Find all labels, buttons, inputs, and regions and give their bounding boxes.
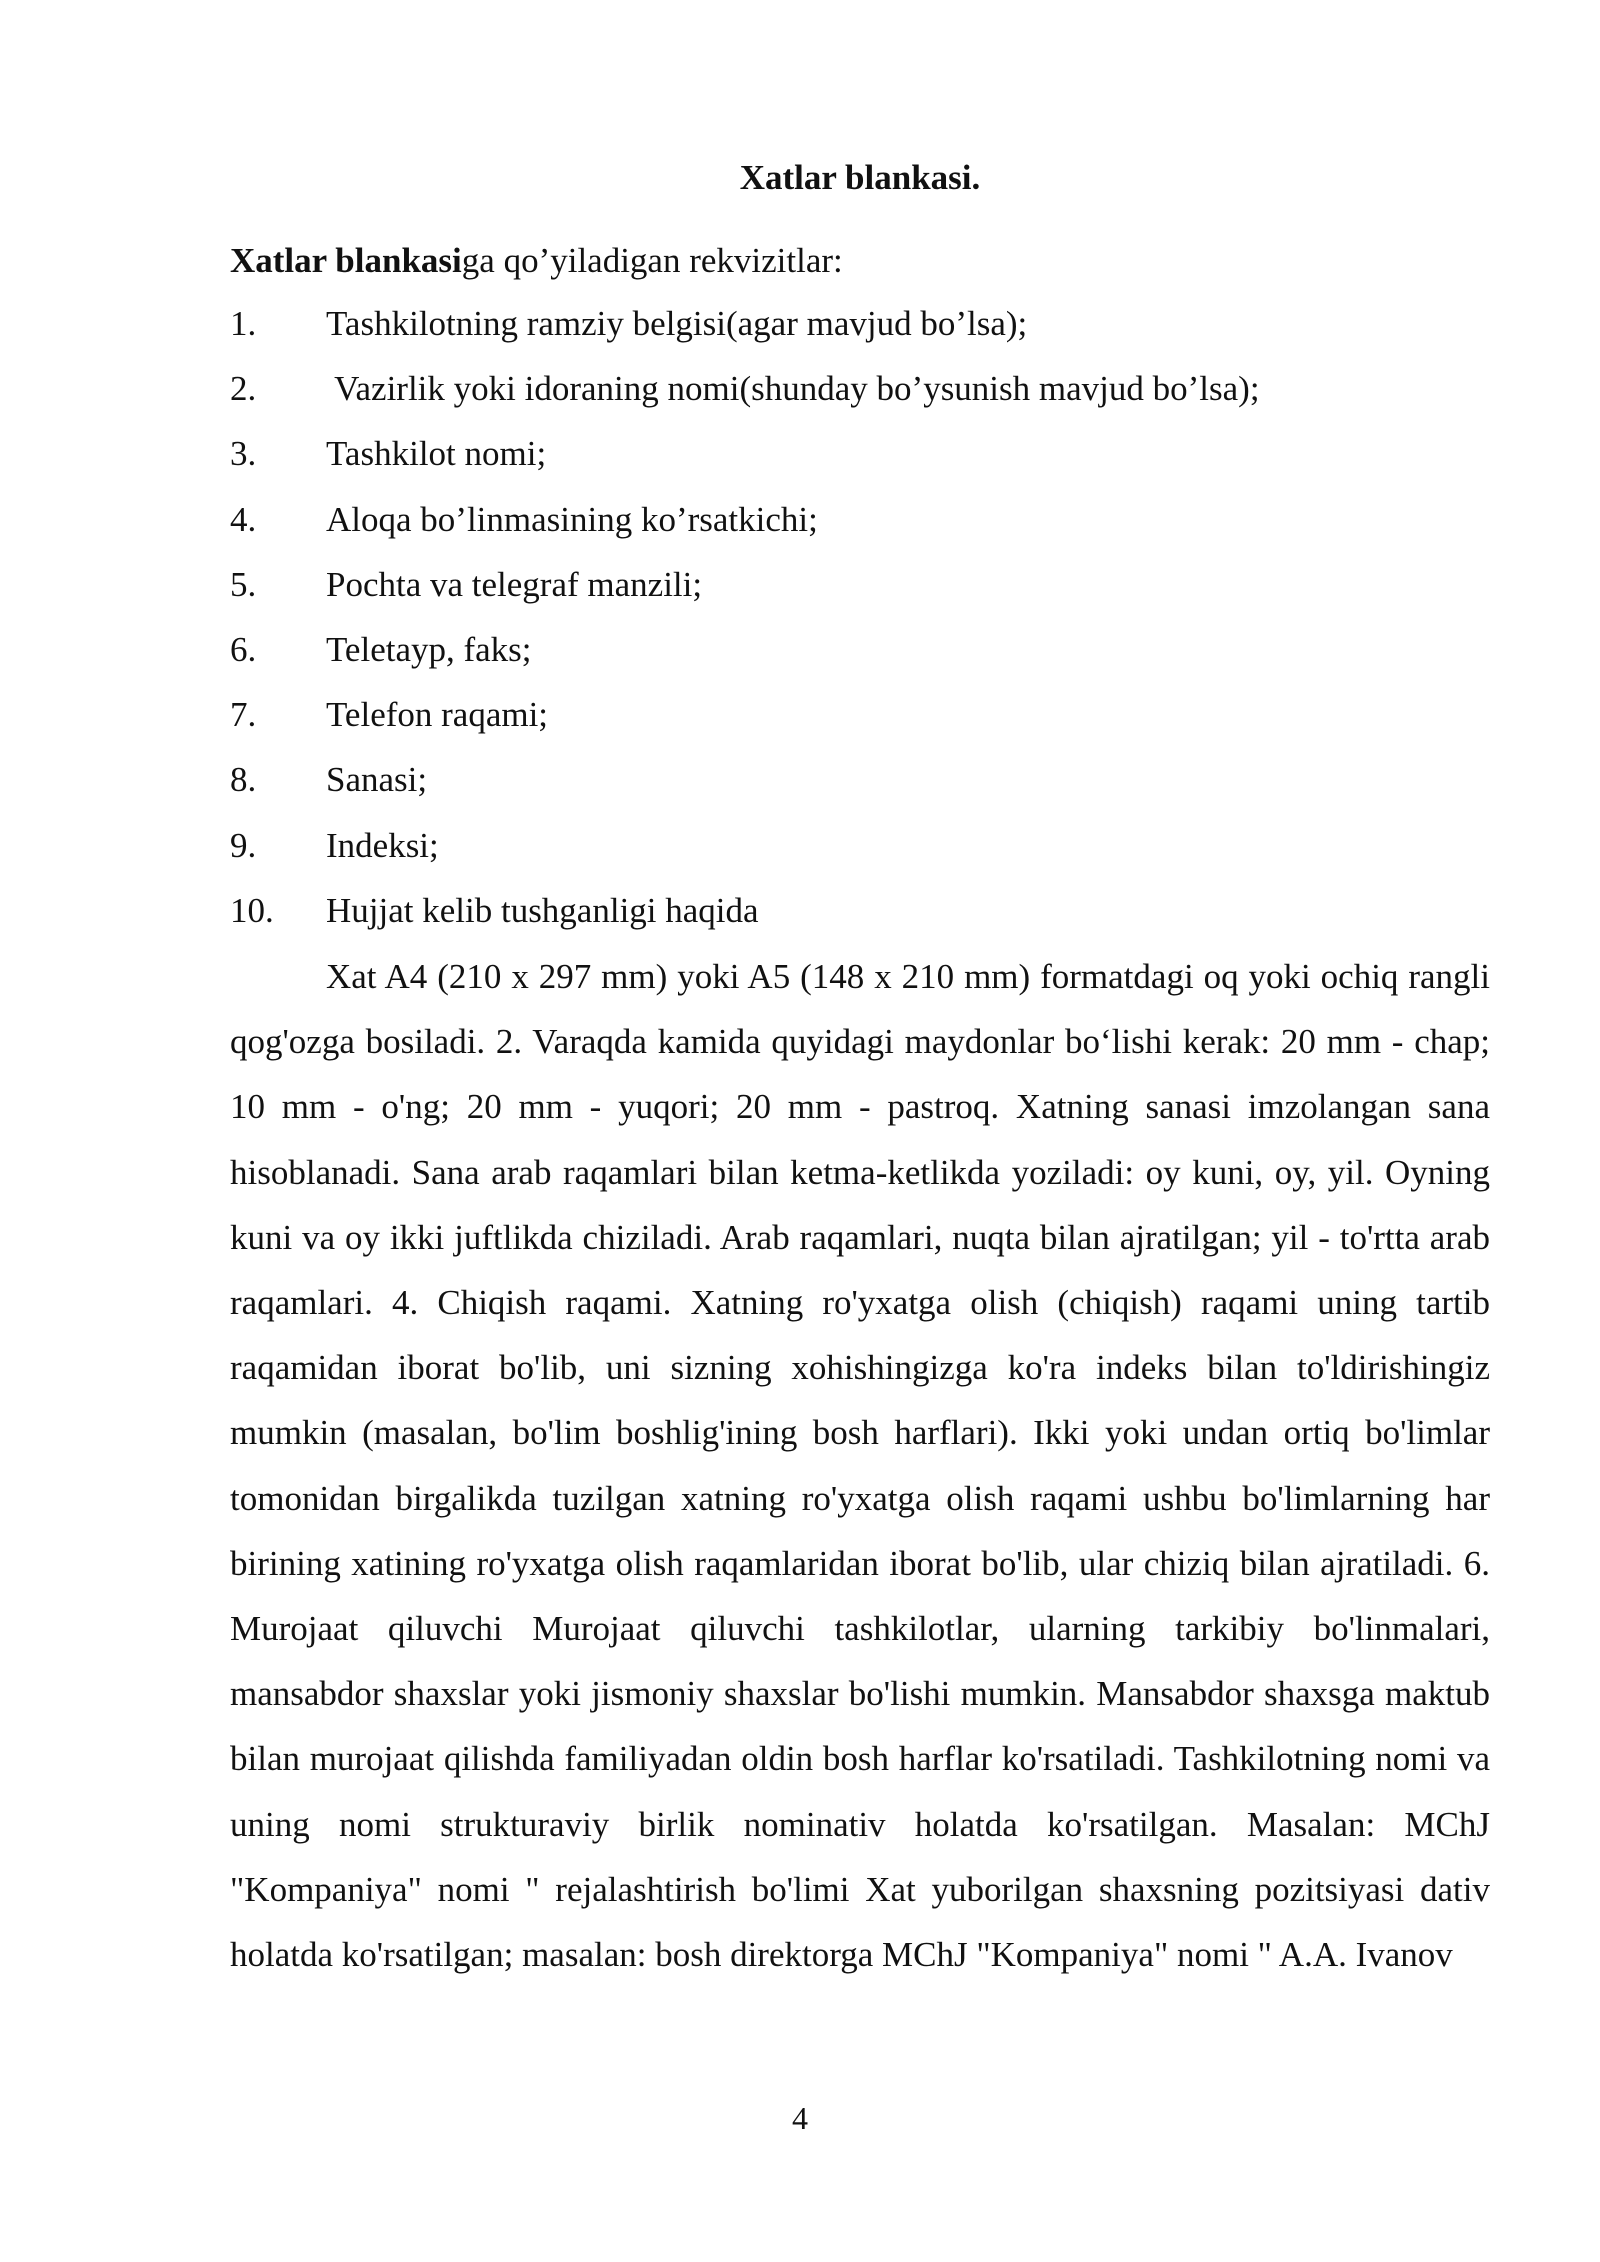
- list-item-number: 2.: [230, 369, 257, 409]
- list-item: [230, 291, 1260, 356]
- requisites-list: [230, 291, 1260, 943]
- intro-rest: ga qo’yiladigan rekvizitlar:: [461, 241, 843, 280]
- list-item: [230, 682, 1260, 747]
- list-item: [230, 356, 1260, 421]
- list-item-text: Tashkilot nomi;: [326, 434, 547, 474]
- list-item-number: 5.: [230, 564, 257, 604]
- list-item-number: 1.: [230, 304, 257, 343]
- list-item: [230, 552, 1260, 617]
- list-item: [230, 487, 1260, 552]
- list-item-number: 9.: [230, 825, 257, 865]
- list-item-number: 4.: [230, 499, 257, 539]
- list-item-text: Aloqa bo’linmasining ko’rsatkichi;: [326, 499, 818, 539]
- list-item-text: Telefon raqami;: [326, 695, 549, 735]
- list-item-number: 10.: [230, 890, 274, 930]
- list-item-text: Indeksi;: [326, 825, 439, 865]
- list-item-text: Vazirlik yoki idoraning nomi(shunday bo’ysunish mavjud bo’lsa);: [326, 369, 1260, 409]
- list-item: [230, 878, 1260, 943]
- list-item-number: 7.: [230, 695, 257, 735]
- list-item-text: Hujjat kelib tushganligi haqida: [326, 890, 759, 930]
- page-title: Xatlar blankasi.: [739, 158, 981, 197]
- list-item: [230, 421, 1260, 486]
- list-item-text: Teletayp, faks;: [326, 629, 532, 669]
- page-number: 4: [792, 2100, 808, 2136]
- intro-bold-term: Xatlar blankasi: [230, 241, 462, 280]
- list-item: [230, 813, 1260, 878]
- list-item-number: 8.: [230, 760, 257, 800]
- list-item-text: Tashkilotning ramziy belgisi(agar mavjud bo’lsa);: [326, 304, 1028, 343]
- list-item-number: 6.: [230, 629, 257, 669]
- intro-line: [230, 231, 843, 291]
- list-item-text: Pochta va telegraf manzili;: [326, 564, 703, 604]
- body-paragraph: Xat A4 (210 x 297 mm) yoki A5 (148 x 210 mm) formatdagi oq yoki ochiq rangli qog'ozga bosiladi. 2. Varaqda kamida quyidagi maydonlar bo‘lishi kerak: 20 mm - chap; 10 mm - o'ng; 20 mm - yuqori; 20 mm - pastroq. Xatning sanasi imzolangan sana hisoblanadi. Sana arab raqamlari bilan ketma-ketlikda yoziladi: oy kuni, oy, yil. Oyning kuni va oy ikki juftlikda chiziladi. Arab raqamlari, nuqta bilan ajratilgan; yil - to'rtta arab raqamlari. 4. Chiqish raqami. Xatning ro'yxatga olish (chiqish) raqami uning tartib raqamidan iborat bo'lib, uni sizning xohishingizga ko'ra indeks bilan to'ldirishingiz mumkin (masalan, bo'lim boshlig'ining bosh harflari). Ikki yoki undan ortiq bo'limlar tomonidan birgalikda tuzilgan xatning ro'yxatga olish raqami ushbu bo'limlarning har birining xatining ro'yxatga olish raqamlaridan iborat bo'lib, ular chiziq bilan ajratiladi. 6. Murojaat qiluvchi Murojaat qiluvchi tashkilotlar, ularning tarkibiy bo'linmalari, mansabdor shaxslar yoki jismoniy shaxslar bo'lishi mumkin. Mansabdor shaxsga maktub bilan murojaat qilishda familiyadan oldin bosh harflar ko'rsatiladi. Tashkilotning nomi va uning nomi strukturaviy birlik nominativ holatda ko'rsatilgan. Masalan: MChJ "Kompaniya" nomi " rejalashtirish bo'limi Xat yuborilgan shaxsning pozitsiyasi dativ holatda ko'rsatilgan; masalan: bosh direktorga MChJ "Kompaniya" nomi " A.A. Ivanov: [230, 957, 1490, 1975]
- list-item: [230, 747, 1260, 812]
- list-item-text: Sanasi;: [326, 760, 428, 800]
- list-item-number: 3.: [230, 434, 257, 474]
- list-item: [230, 617, 1260, 682]
